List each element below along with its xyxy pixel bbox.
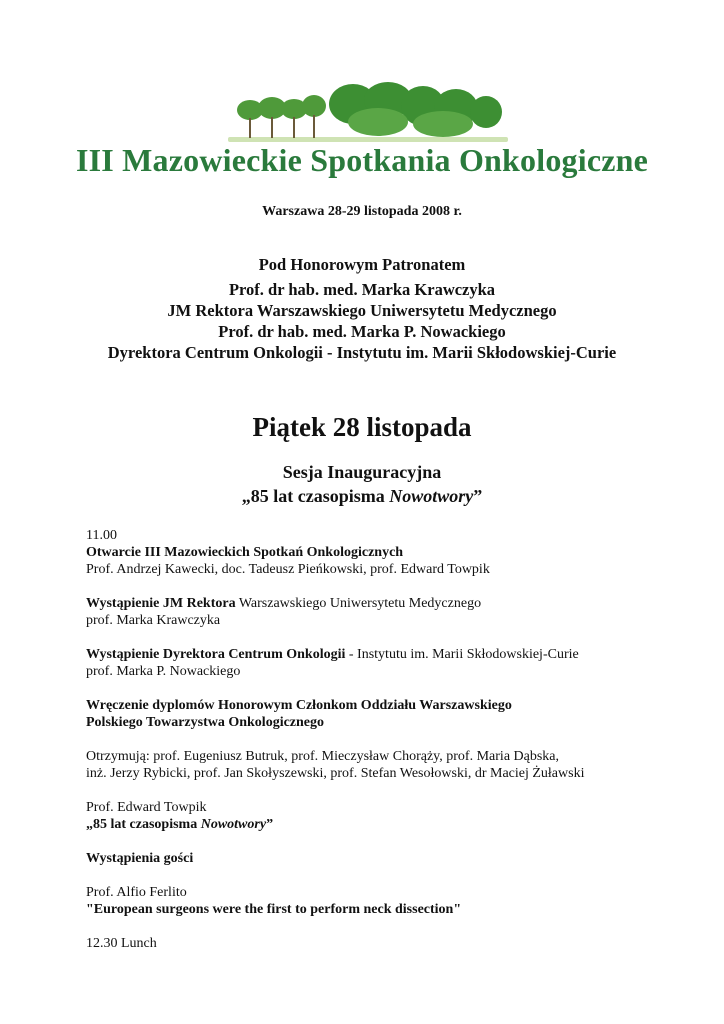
program-item-director: Wystąpienie Dyrektora Centrum Onkologii - Instytutu im. Marii Skłodowskiej-Curie bbox=[86, 647, 579, 662]
patron-1-name: Prof. dr hab. med. Marka Krawczyka bbox=[228, 280, 496, 299]
patron-2-role: Dyrektora Centrum Onkologii - Instytutu im. Marii Skłodowskiej-Curie bbox=[107, 343, 617, 362]
session-block bbox=[0, 460, 724, 508]
event-date: Warszawa 28-29 listopada 2008 r. bbox=[262, 204, 462, 219]
program-item-recipients-line-2: inż. Jerzy Rybicki, prof. Jan Skołyszewski, prof. Stefan Wesołowski, dr Maciej Żuławski bbox=[86, 766, 585, 781]
program-item-title: Otwarcie III Mazowieckich Spotkań Onkologicznych bbox=[86, 545, 404, 560]
logo-title: III Mazowieckie Spotkania Onkologiczne bbox=[75, 142, 649, 178]
tree-group-right bbox=[329, 82, 502, 137]
program-item-recipients-line-1: Otrzymują: prof. Eugeniusz Butruk, prof. Mieczysław Chorąży, prof. Maria Dąbska, bbox=[86, 749, 560, 764]
program-list bbox=[86, 527, 686, 952]
program-item-people: Prof. Andrzej Kawecki, doc. Tadeusz Pieńkowski, prof. Edward Towpik bbox=[86, 562, 490, 577]
day-title: Piątek 28 listopada bbox=[252, 412, 472, 442]
program-item-person: Prof. Edward Towpik bbox=[86, 800, 207, 815]
program-item-lunch: 12.30 Lunch bbox=[86, 936, 157, 951]
patron-1-role: JM Rektora Warszawskiego Uniwersytetu Medycznego bbox=[167, 301, 557, 320]
tree-group-left bbox=[237, 95, 326, 120]
patron-2-name: Prof. dr hab. med. Marka P. Nowackiego bbox=[218, 322, 506, 341]
logo-trees-image bbox=[228, 82, 508, 144]
session-subtitle: „85 lat czasopisma Nowotwory” bbox=[241, 486, 483, 506]
program-item-person: Prof. Alfio Ferlito bbox=[86, 885, 187, 900]
patronage-block bbox=[0, 254, 724, 363]
program-item-diplomas-line-1: Wręczenie dyplomów Honorowym Członkom Oddziału Warszawskiego bbox=[86, 698, 512, 713]
program-item-diplomas-line-2: Polskiego Towarzystwa Onkologicznego bbox=[86, 715, 325, 730]
program-item-lecture-title: "European surgeons were the first to perform neck dissection" bbox=[86, 902, 462, 917]
patronage-heading: Pod Honorowym Patronatem bbox=[258, 255, 466, 274]
program-item-person: prof. Marka Krawczyka bbox=[86, 613, 221, 628]
program-item-rector: Wystąpienie JM Rektora Warszawskiego Uniwersytetu Medycznego bbox=[86, 596, 482, 611]
session-title: Sesja Inauguracyjna bbox=[282, 462, 442, 482]
program-time: 11.00 bbox=[86, 528, 117, 543]
program-item-lecture-title: „85 lat czasopisma Nowotwory” bbox=[86, 817, 274, 832]
program-item-guests: Wystąpienia gości bbox=[86, 851, 194, 866]
program-item-person: prof. Marka P. Nowackiego bbox=[86, 664, 241, 679]
